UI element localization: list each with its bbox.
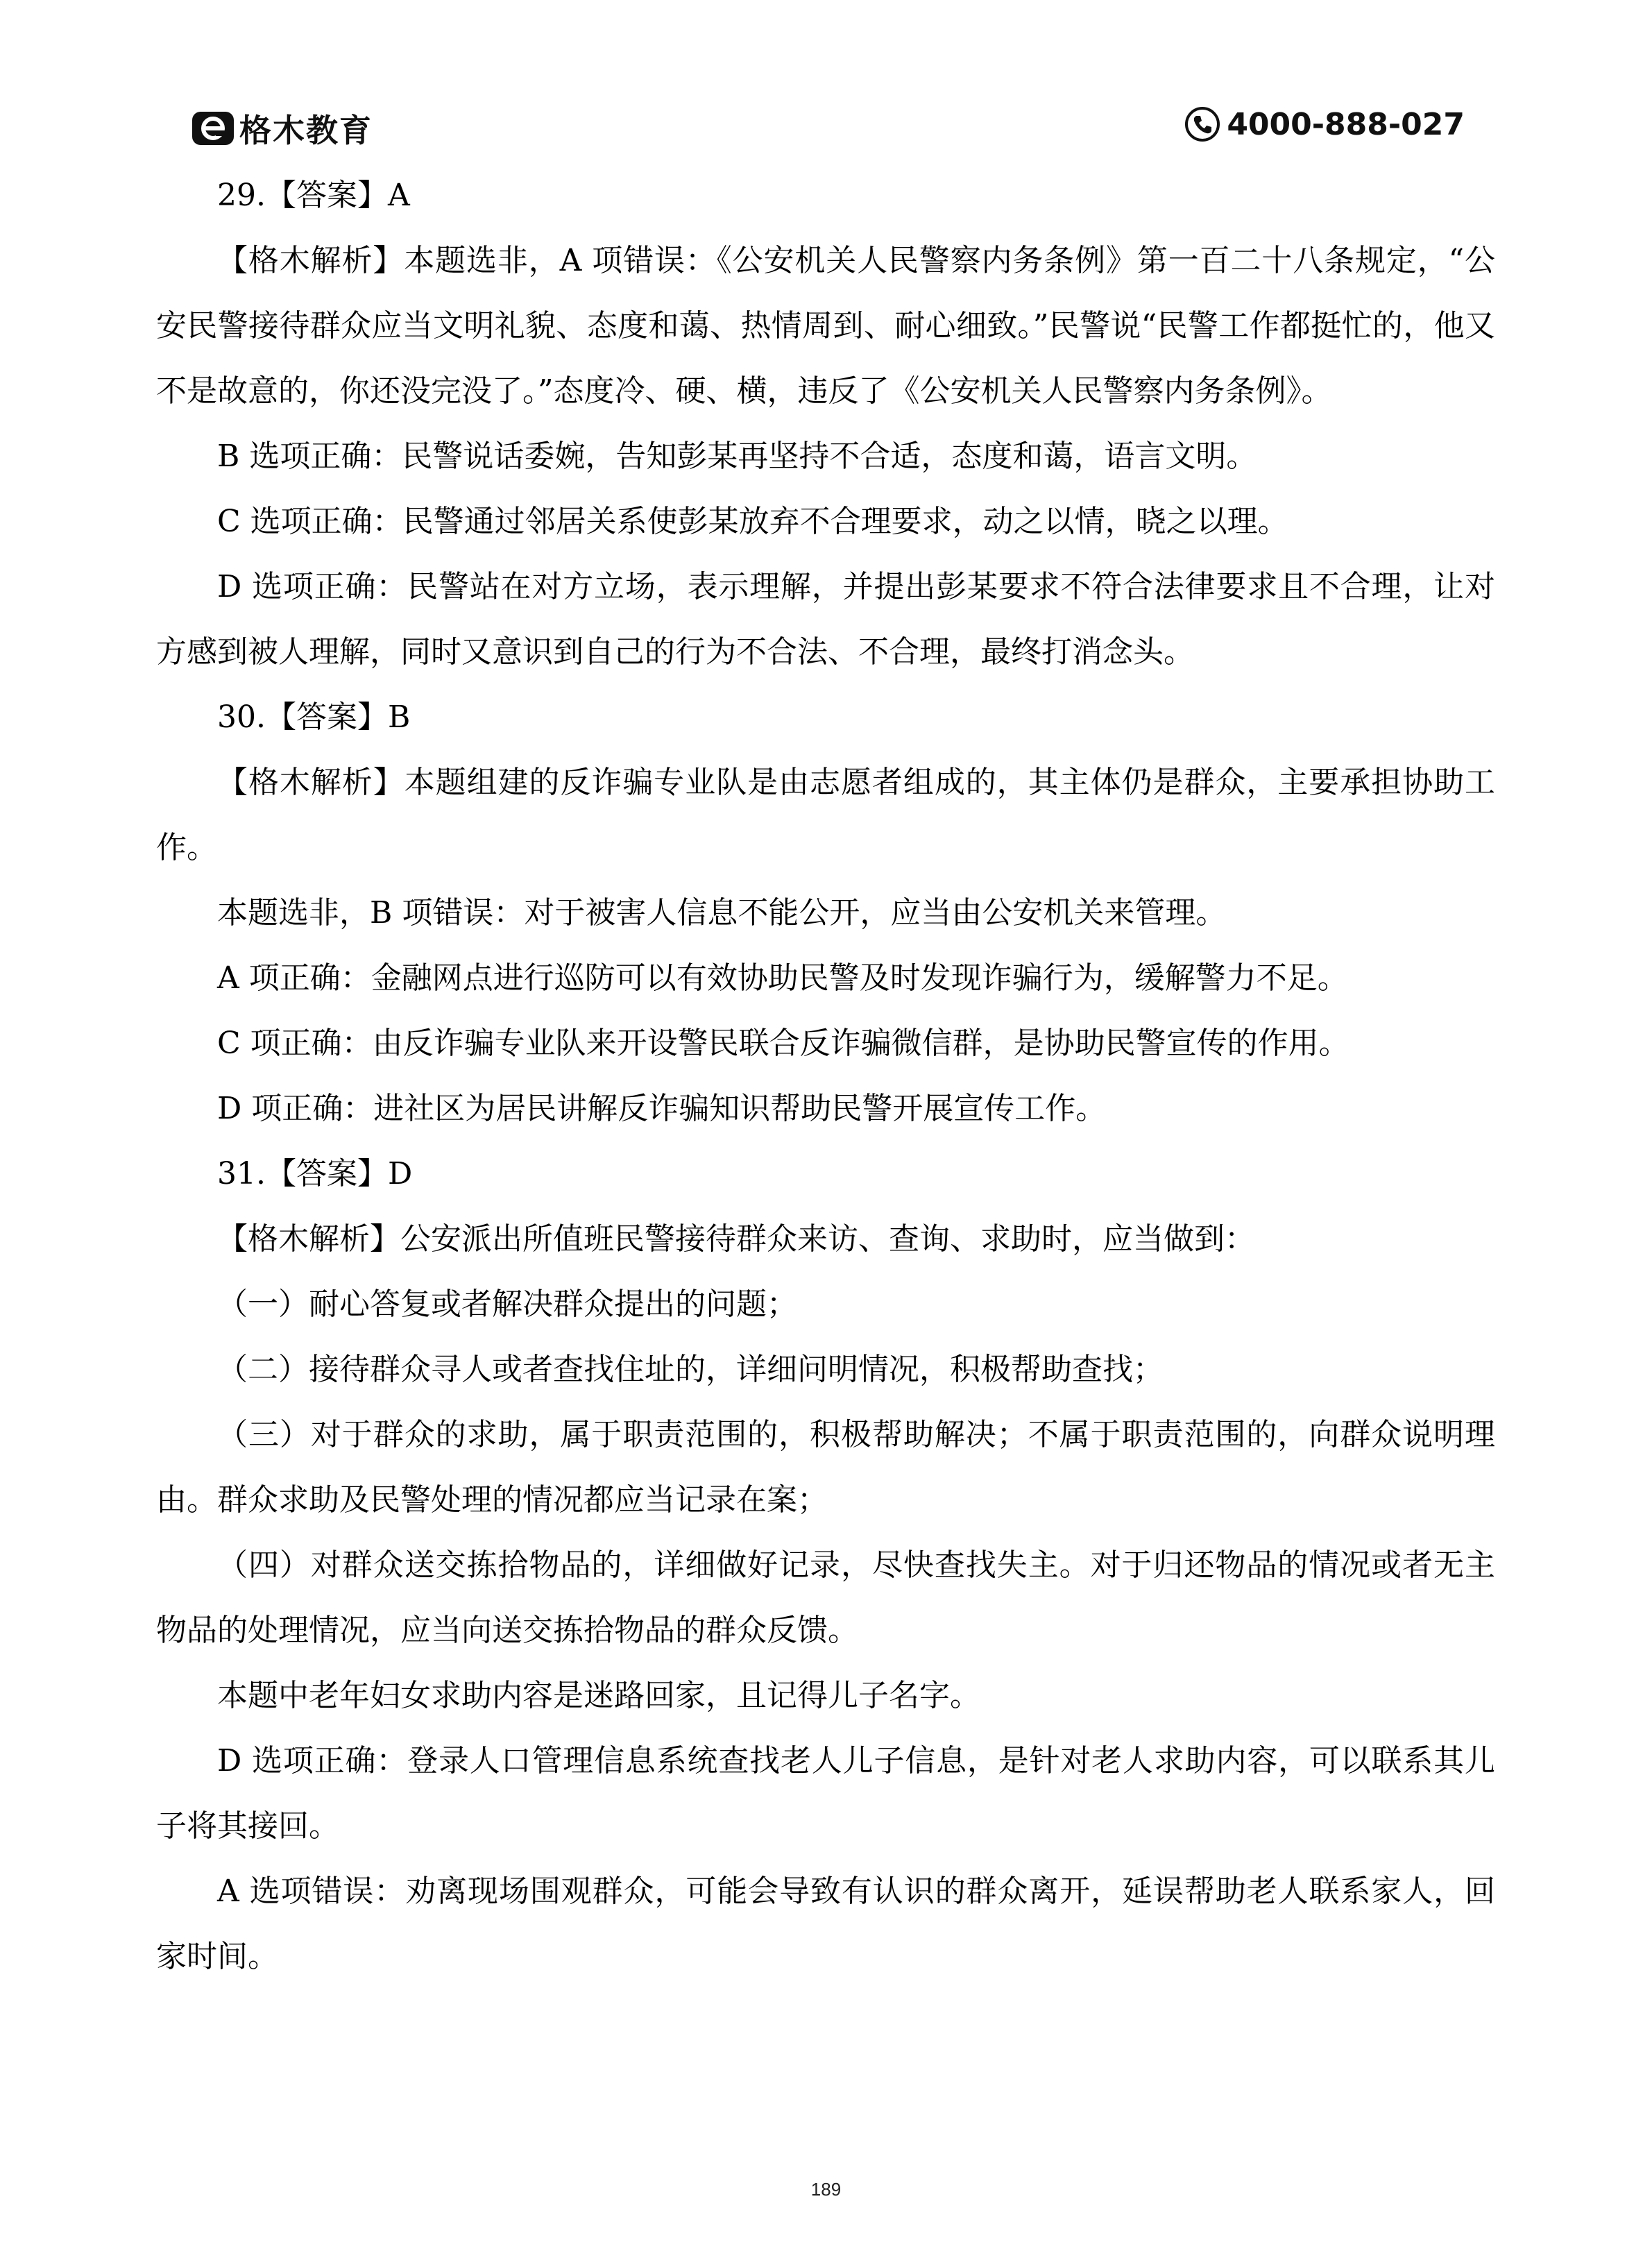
phone-icon <box>1184 105 1221 143</box>
brand-name: 格木教育 <box>239 112 373 149</box>
analysis-paragraph: 【格木解析】本题组建的反诈骗专业队是由志愿者组成的，其主体仍是群众，主要承担协助工作。 <box>156 765 1495 865</box>
list-item: （四）对群众送交拣拾物品的，详细做好记录，尽快查找失主。对于归还物品的情况或者无主物品的处理情况，应当向送交拣拾物品的群众反馈。 <box>156 1547 1495 1648</box>
answer-heading-31: 31.【答案】D <box>217 1156 413 1191</box>
answer-heading-30: 30.【答案】B <box>217 699 411 735</box>
list-item: （一）耐心答复或者解决群众提出的问题； <box>217 1286 797 1322</box>
answer-content <box>156 163 1495 1989</box>
option-explanation: A 选项错误：劝离现场围观群众，可能会导致有认识的群众离开，延误帮助老人联系家人，回家时间。 <box>156 1874 1495 1974</box>
option-explanation: C 项正确：由反诈骗专业队来开设警民联合反诈骗微信群，是协助民警宣传的作用。 <box>217 1026 1349 1061</box>
option-explanation: D 选项正确：登录人口管理信息系统查找老人儿子信息，是针对老人求助内容，可以联系其儿子将其接回。 <box>156 1743 1495 1844</box>
brand <box>191 105 373 151</box>
list-item: （三）对于群众的求助，属于职责范围的，积极帮助解决；不属于职责范围的，向群众说明理由。群众求助及民警处理的情况都应当记录在案； <box>156 1417 1495 1518</box>
option-explanation: C 选项正确：民警通过邻居关系使彭某放弃不合理要求，动之以情，晓之以理。 <box>217 504 1288 539</box>
phone-number: 4000-888-027 <box>1227 106 1465 142</box>
analysis-paragraph: 【格木解析】本题选非，A 项错误：《公安机关人民警察内务条例》第一百二十八条规定，“公安民警接待群众应当文明礼貌、态度和蔼、热情周到、耐心细致。”民警说“民警工作都挺忙的，他又不是故意的，你还没完没了。”态度冷、硬、横，违反了《公安机关人民警察内务条例》。 <box>156 243 1495 409</box>
phone-contact <box>1184 105 1465 143</box>
brand-logo-icon <box>191 110 235 146</box>
analysis-paragraph: 本题中老年妇女求助内容是迷路回家，且记得儿子名字。 <box>217 1678 980 1713</box>
analysis-paragraph: 【格木解析】公安派出所值班民警接待群众来访、查询、求助时，应当做到： <box>217 1221 1255 1257</box>
answer-heading-29: 29.【答案】A <box>217 178 410 213</box>
page-number: 189 <box>810 2179 842 2200</box>
page-header <box>191 97 1465 153</box>
option-explanation: B 选项正确：民警说话委婉，告知彭某再坚持不合适，态度和蔼，语言文明。 <box>217 439 1257 474</box>
list-item: （二）接待群众寻人或者查找住址的，详细问明情况，积极帮助查找； <box>217 1352 1164 1387</box>
option-explanation: A 项正确：金融网点进行巡防可以有效协助民警及时发现诈骗行为，缓解警力不足。 <box>217 960 1348 996</box>
option-explanation: D 选项正确：民警站在对方立场，表示理解，并提出彭某要求不符合法律要求且不合理，让对方感到被人理解，同时又意识到自己的行为不合法、不合理，最终打消念头。 <box>156 569 1495 670</box>
option-explanation: D 项正确：进社区为居民讲解反诈骗知识帮助民警开展宣传工作。 <box>217 1091 1107 1126</box>
option-explanation: 本题选非，B 项错误：对于被害人信息不能公开，应当由公安机关来管理。 <box>217 895 1227 931</box>
